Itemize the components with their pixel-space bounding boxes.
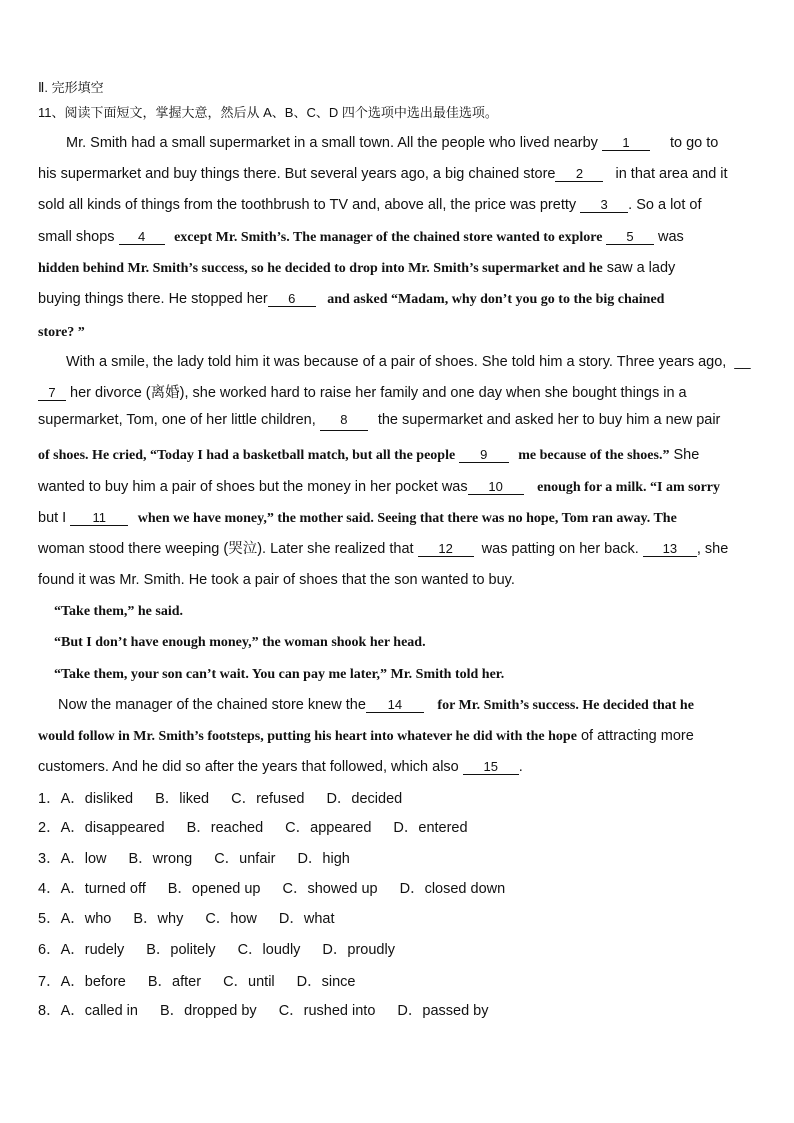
- option-a[interactable]: A．rudely: [60, 942, 125, 958]
- option-d[interactable]: D．what: [278, 911, 335, 927]
- option-d[interactable]: D．proudly: [322, 942, 395, 958]
- blank-4[interactable]: 4: [119, 229, 165, 245]
- option-d[interactable]: D．closed down: [399, 881, 506, 897]
- passage-line: With a smile, the lady told him it was because of a pair of shoes. She told him a story. Three years ago, __: [66, 354, 751, 370]
- blank-8[interactable]: 8: [320, 410, 368, 431]
- passage-line: Now the manager of the chained store knew the 14 for Mr. Smith’s success. He decided that he: [58, 697, 694, 713]
- option-b[interactable]: B．after: [147, 974, 202, 990]
- passage-line: “But I don’t have enough money,” the woman shook her head.: [54, 635, 426, 650]
- option-row: 3．A．low B．wrong C．unfair D．high: [38, 851, 350, 867]
- option-d[interactable]: D．entered: [393, 820, 468, 836]
- option-c[interactable]: C．appeared: [285, 820, 372, 836]
- passage-line: sold all kinds of things from the toothbrush to TV and, above all, the price was pretty 3 . So a lot of: [38, 197, 702, 213]
- option-a[interactable]: A．low: [60, 851, 107, 867]
- option-row: 8．A．called in B．dropped by C．rushed into D．passed by: [38, 1003, 489, 1019]
- option-c[interactable]: C．rushed into: [278, 1003, 376, 1019]
- option-a[interactable]: A．turned off: [60, 881, 146, 897]
- option-c[interactable]: C．how: [205, 911, 257, 927]
- blank-1[interactable]: 1: [602, 135, 650, 151]
- passage-line: found it was Mr. Smith. He took a pair of shoes that the son wanted to buy.: [38, 572, 515, 588]
- option-a[interactable]: A．who: [60, 911, 112, 927]
- option-b[interactable]: B．wrong: [128, 851, 193, 867]
- passage-line: supermarket, Tom, one of her little children, 8 the supermarket and asked her to buy him a new pair: [38, 410, 756, 431]
- section-title: Ⅱ. 完形填空: [38, 80, 104, 95]
- option-a[interactable]: A．before: [60, 974, 126, 990]
- option-row: 2．A．disappeared B．reached C．appeared D．entered: [38, 820, 468, 836]
- option-b[interactable]: B．liked: [155, 791, 210, 807]
- option-b[interactable]: B．opened up: [167, 881, 261, 897]
- blank-13[interactable]: 13: [643, 541, 697, 557]
- option-row: 7．A．before B．after C．until D．since: [38, 974, 356, 990]
- passage-line: customers. And he did so after the years that followed, which also 15 .: [38, 759, 523, 775]
- option-a[interactable]: A．called in: [60, 1003, 138, 1019]
- blank-15[interactable]: 15: [463, 759, 519, 775]
- option-row: 6．A．rudely B．politely C．loudly D．proudly: [38, 942, 395, 958]
- option-c[interactable]: C．refused: [231, 791, 305, 807]
- option-c[interactable]: C．showed up: [282, 881, 378, 897]
- passage-line: of shoes. He cried, “Today I had a basketball match, but all the people 9 me because of the shoes.” She: [38, 447, 700, 463]
- blank-9[interactable]: 9: [459, 447, 509, 463]
- blank-12[interactable]: 12: [418, 541, 474, 557]
- blank-14[interactable]: 14: [366, 697, 424, 713]
- option-d[interactable]: D．decided: [326, 791, 403, 807]
- blank-3[interactable]: 3: [580, 197, 628, 213]
- option-row: 4．A．turned off B．opened up C．showed up D．closed down: [38, 881, 506, 897]
- option-c[interactable]: C．loudly: [237, 942, 301, 958]
- passage-line: “Take them, your son can’t wait. You can pay me later,” Mr. Smith told her.: [54, 667, 505, 682]
- option-c[interactable]: C．until: [223, 974, 275, 990]
- passage-line: 7 her divorce (离婚), she worked hard to raise her family and one day when she bought things in a: [38, 384, 756, 402]
- option-b[interactable]: B．reached: [186, 820, 264, 836]
- passage-line: hidden behind Mr. Smith’s success, so he decided to drop into Mr. Smith’s supermarket and he saw a lady: [38, 260, 676, 276]
- option-a[interactable]: A．disappeared: [60, 820, 165, 836]
- option-d[interactable]: D．since: [296, 974, 356, 990]
- blank-5[interactable]: 5: [606, 229, 654, 245]
- question-instruction: 11、阅读下面短文，掌握大意，然后从 A、B、C、D 四个选项中选出最佳选项。: [38, 105, 498, 120]
- option-a[interactable]: A．disliked: [60, 791, 134, 807]
- passage-line: “Take them,” he said.: [54, 604, 184, 619]
- passage-line: small shops 4 except Mr. Smith’s. The manager of the chained store wanted to explore 5 was: [38, 229, 684, 245]
- blank-7[interactable]: 7: [38, 385, 66, 401]
- option-b[interactable]: B．dropped by: [159, 1003, 257, 1019]
- passage-line: woman stood there weeping (哭泣). Later she realized that 12 was patting on her back. 13 , she: [38, 541, 729, 557]
- passage-line: wanted to buy him a pair of shoes but the money in her pocket was 10 enough for a milk. “I am sorry: [38, 479, 721, 495]
- passage-line: buying things there. He stopped her 6 and asked “Madam, why don’t you go to the big chained: [38, 291, 665, 307]
- passage-line: his supermarket and buy things there. But several years ago, a big chained store 2 in that area and it: [38, 166, 728, 182]
- passage-line: but I 11 when we have money,” the mother said. Seeing that there was no hope, Tom ran away. The: [38, 510, 677, 526]
- blank-10[interactable]: 10: [468, 479, 524, 495]
- option-b[interactable]: B．why: [133, 911, 184, 927]
- blank-11[interactable]: 11: [70, 510, 128, 526]
- blank-2[interactable]: 2: [555, 166, 603, 182]
- option-b[interactable]: B．politely: [146, 942, 216, 958]
- passage-line: would follow in Mr. Smith’s footsteps, putting his heart into whatever he did with the hope of attracting more: [38, 728, 694, 744]
- option-c[interactable]: C．unfair: [214, 851, 276, 867]
- option-row: 1．A．disliked B．liked C．refused D．decided: [38, 791, 403, 807]
- passage-line: Mr. Smith had a small supermarket in a small town. All the people who lived nearby 1 to go to: [66, 135, 719, 151]
- option-d[interactable]: D．passed by: [397, 1003, 489, 1019]
- blank-6[interactable]: 6: [268, 291, 316, 307]
- option-d[interactable]: D．high: [297, 851, 350, 867]
- passage-line: store? ”: [38, 325, 85, 340]
- option-row: 5．A．who B．why C．how D．what: [38, 911, 335, 927]
